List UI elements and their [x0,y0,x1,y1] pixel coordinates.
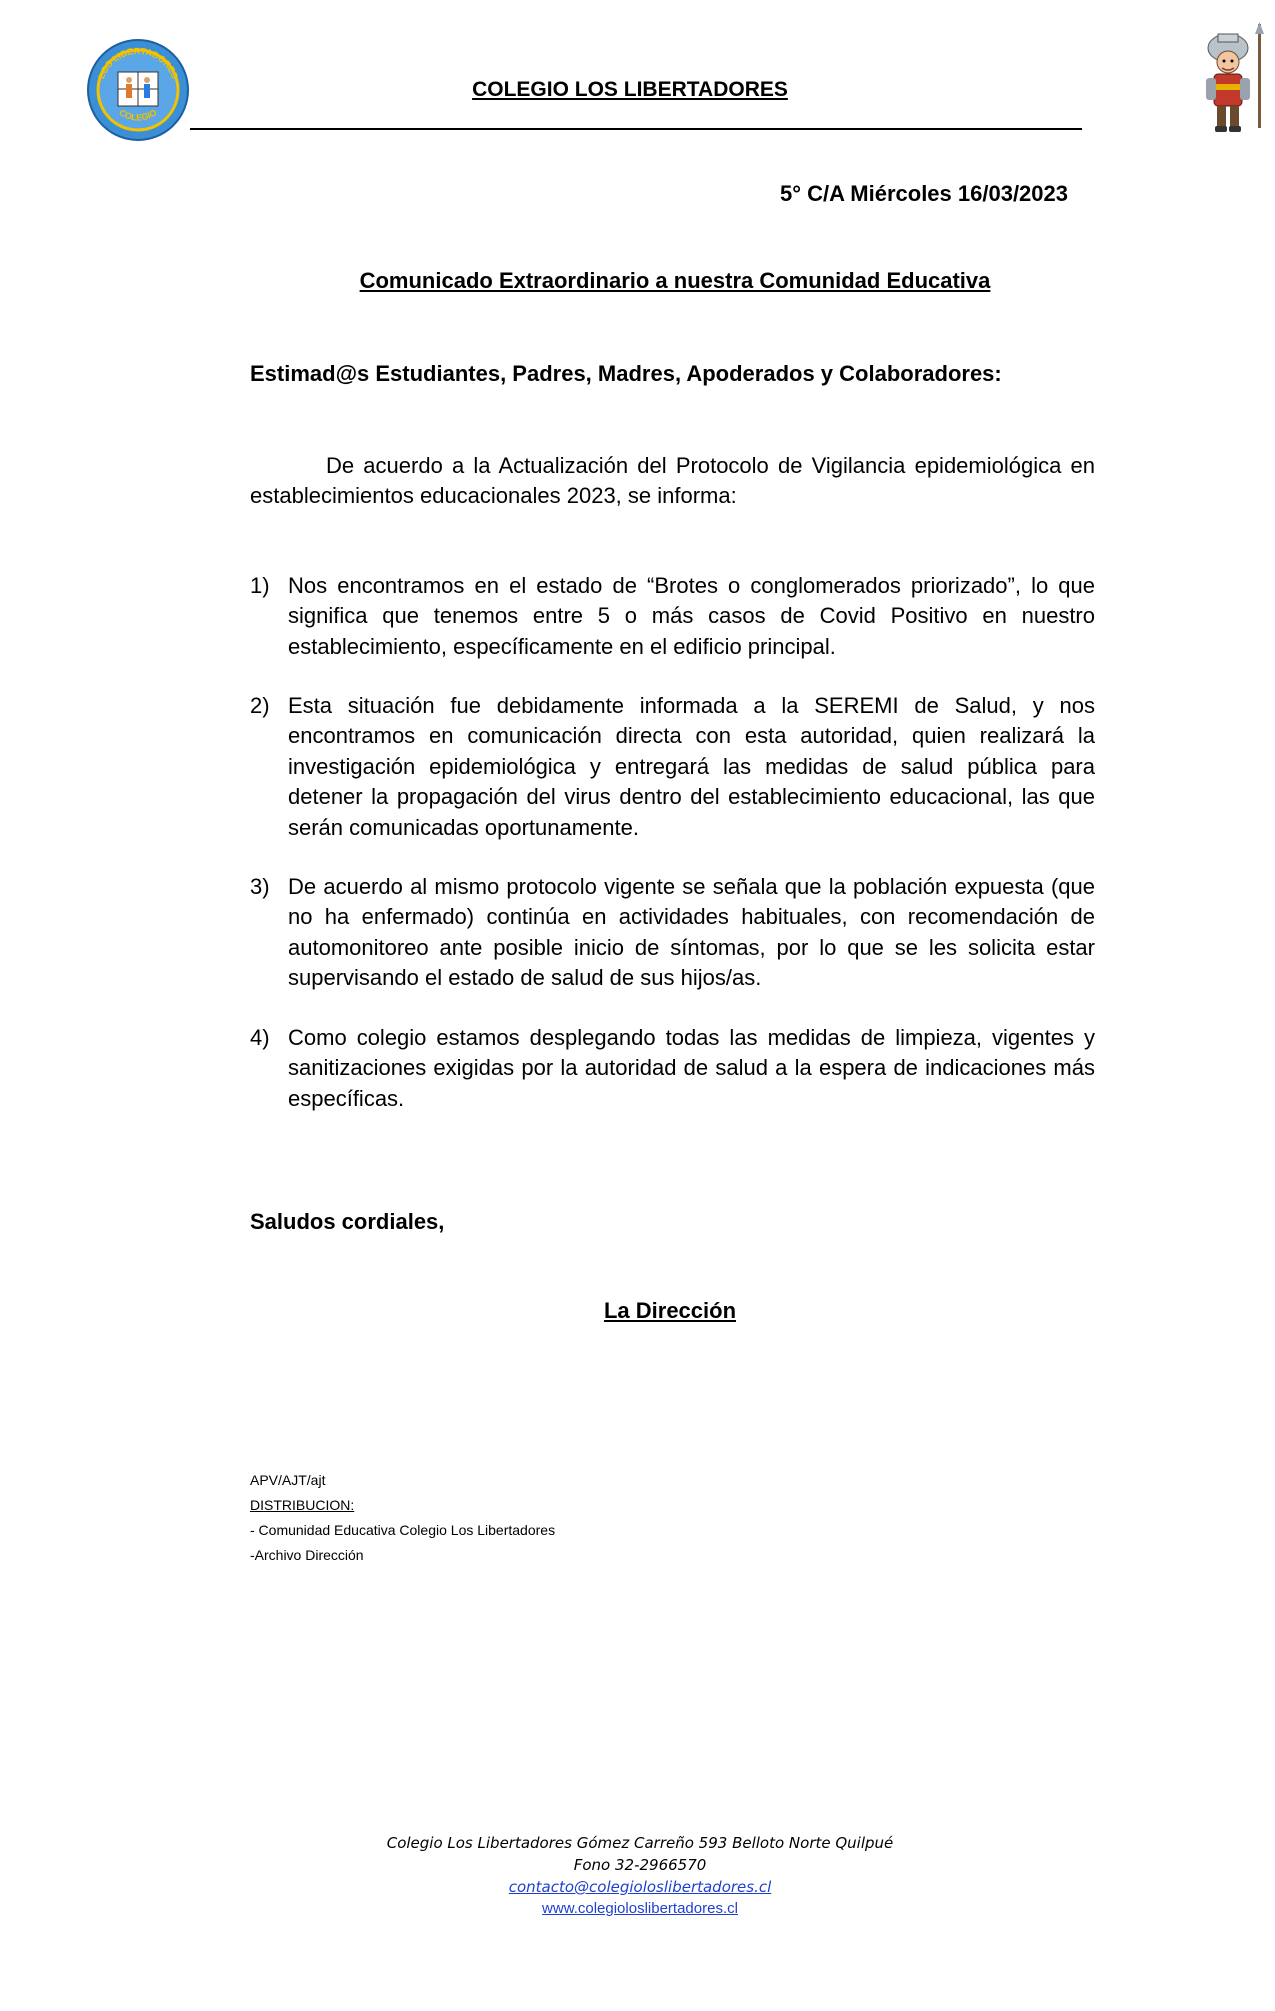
list-item [250,872,1095,994]
list-item-text: De acuerdo al mismo protocolo vigente se señala que la población expuesta (que no ha enfermado) continúa en actividades habituales, con recomendación de automonitoreo ante posible inicio de síntomas, por lo que se les solicita estar supervisando el estado de salud de sus hijos/as. [288,874,1095,991]
date-line: 5° C/A Miércoles 16/03/2023 [779,181,1068,206]
salutation: Estimad@s Estudiantes, Padres, Madres, Apoderados y Colaboradores: [250,361,1002,386]
distribution-block [250,1468,555,1568]
logo-text-top: LOS LIBERTADORES [96,45,180,81]
list-item-number: 4) [250,1025,270,1050]
list-item [250,571,1095,662]
logo-text-bottom: COLEGIO [117,107,159,123]
footer-website-link[interactable]: www.colegioloslibertadores.cl [542,1900,738,1917]
closing: Saludos cordiales, [250,1209,445,1234]
document-title: Comunicado Extraordinario a nuestra Comunidad Educativa [359,268,991,293]
distribution-item: -Archivo Dirección [250,1547,364,1563]
list-item-number: 3) [250,874,270,899]
list-item [250,1023,1095,1114]
footer [300,1832,980,1920]
school-name: COLEGIO LOS LIBERTADORES [472,78,788,101]
footer-address: Colegio Los Libertadores Gómez Carreño 593 Belloto Norte Quilpué [386,1834,894,1852]
list-item-text: Esta situación fue debidamente informada a la SEREMI de Salud, y nos encontramos en comunicación directa con esta autoridad, quien realizará la investigación epidemiológica y entregará las medidas de salud pública para detener la propagación del virus dentro del establecimiento educacional, las que serán comunicadas oportunamente. [288,693,1095,840]
list-item-text: Nos encontramos en el estado de “Brotes o conglomerados priorizado”, lo que significa que tenemos entre 5 o más casos de Covid Positivo en nuestro establecimiento, específicamente en el edificio principal. [288,573,1095,659]
list-item-text: Como colegio estamos desplegando todas las medidas de limpieza, vigentes y sanitizaciones exigidas por la autoridad de salud a la espera de indicaciones más específicas. [288,1025,1095,1111]
signature: La Dirección [603,1298,737,1323]
footer-email-link[interactable]: contacto@colegioloslibertadores.cl [508,1878,772,1896]
school-logo [86,38,190,142]
initials: APV/AJT/ajt [250,1472,326,1488]
list-item [250,691,1095,843]
list-item-number: 2) [250,693,270,718]
mascot-illustration [1188,22,1268,142]
distribution-label: DISTRIBUCION: [250,1497,355,1513]
distribution-item: - Comunidad Educativa Colegio Los Libertadores [250,1522,556,1538]
list-item-number: 1) [250,573,270,598]
footer-phone: Fono 32-2966570 [573,1856,707,1874]
intro-paragraph: De acuerdo a la Actualización del Protocolo de Vigilancia epidemiológica en establecimientos educacionales 2023, se informa: [250,453,1095,509]
header-divider [190,128,1082,130]
